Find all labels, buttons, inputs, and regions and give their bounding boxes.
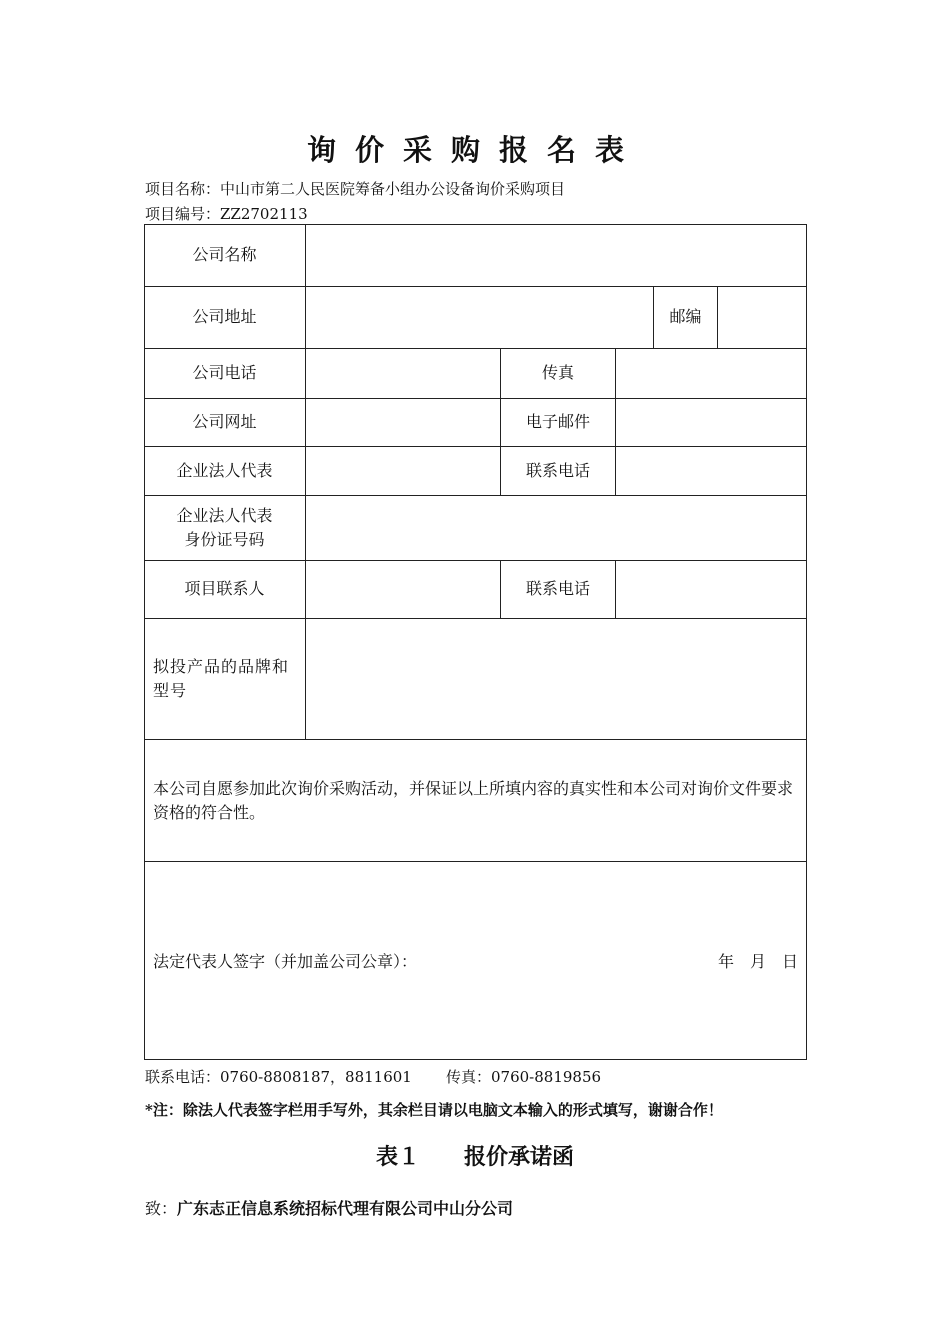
company-website-label: 公司网址: [192, 412, 257, 431]
project-contact-label: 项目联系人: [184, 579, 265, 598]
company-address-field[interactable]: [306, 286, 653, 348]
project-name: 项目名称：中山市第二人民医院筹备小组办公设备询价采购项目: [145, 180, 566, 198]
fax-label: 传真: [541, 363, 574, 382]
contact-phone-field[interactable]: [616, 446, 806, 495]
addressee-prefix: 致：: [145, 1199, 178, 1218]
section-title: 表１ 报价承诺函: [375, 1144, 574, 1170]
fax-field[interactable]: [616, 348, 806, 398]
company-phone-label: 公司电话: [192, 363, 257, 382]
project-contact-phone-field[interactable]: [616, 560, 806, 618]
company-name-field[interactable]: [306, 224, 806, 286]
footer-fax: 传真：0760-8819856: [446, 1068, 602, 1086]
product-brand-field[interactable]: [306, 618, 806, 739]
legal-rep-id-label: [144, 495, 305, 560]
postcode-label: 邮编: [669, 307, 702, 326]
form-title: 询价采购报名表: [306, 133, 643, 167]
postcode-field[interactable]: [718, 286, 806, 348]
legal-rep-label: 企业法人代表: [176, 460, 273, 480]
project-contact-field[interactable]: [306, 560, 500, 618]
email-field[interactable]: [616, 398, 806, 446]
legal-rep-id-field[interactable]: [306, 495, 806, 560]
company-address-label: 公司地址: [192, 307, 257, 326]
addressee-line: [145, 1196, 513, 1219]
company-phone-field[interactable]: [306, 348, 500, 398]
project-contact-phone-label: 联系电话: [525, 579, 590, 598]
contact-phone-label: 联系电话: [525, 460, 590, 480]
footer-contact: 联系电话：0760-8808187，8811601: [145, 1068, 412, 1086]
company-website-field[interactable]: [306, 398, 500, 446]
signature-label: 法定代表人签字（并加盖公司公章）：: [153, 952, 418, 971]
email-label: 电子邮件: [525, 412, 590, 431]
registration-table: [144, 224, 807, 1060]
legal-rep-id-label-line1: 企业法人代表: [176, 505, 273, 525]
addressee: 广东志正信息系统招标代理有限公司中山分公司: [177, 1199, 514, 1218]
legal-rep-id-label-line2: 身份证号码: [184, 529, 265, 549]
product-brand-label: 拟投产品的品牌和型号: [153, 656, 290, 700]
declaration-text: 本公司自愿参加此次询价采购活动，并保证以上所填内容的真实性和本公司对询价文件要求资格的符合性。: [153, 778, 794, 822]
project-code: 项目编号：ZZ2702113: [145, 205, 308, 223]
date-label: 年 月 日: [717, 952, 798, 971]
company-name-label: 公司名称: [192, 245, 257, 264]
legal-rep-field[interactable]: [306, 446, 500, 495]
footer-note: *注：除法人代表签字栏用手写外，其余栏目请以电脑文本输入的形式填写，谢谢合作！: [145, 1101, 723, 1119]
